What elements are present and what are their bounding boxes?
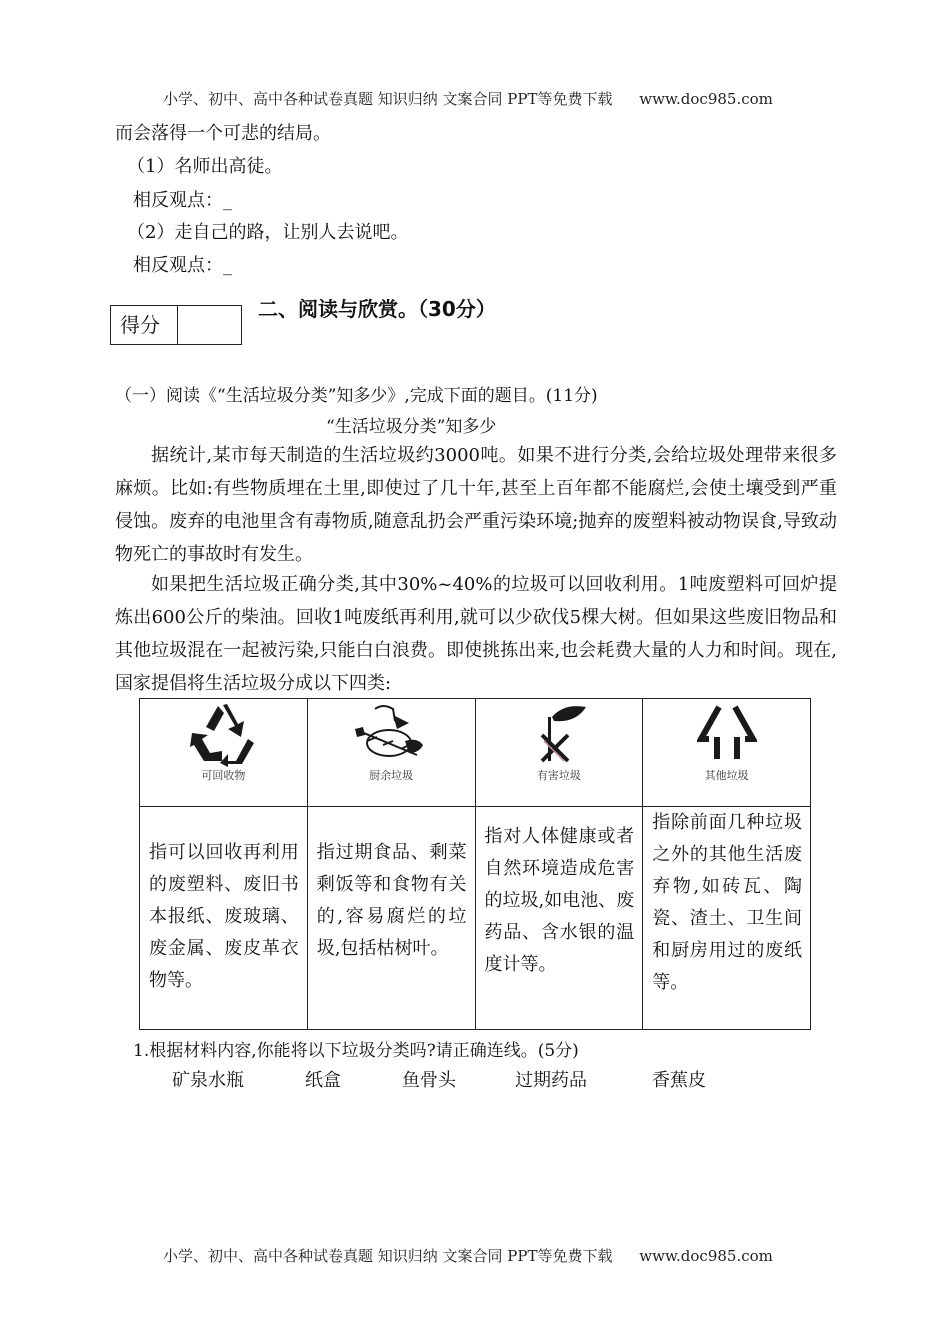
hazardous-icon [524,701,594,767]
question-item-1: （1）名师出高徒。 [127,156,283,177]
category-description-cell [643,807,811,1030]
category-cell [643,699,811,807]
footer-text: 小学、初中、高中各种试卷真题 知识归纳 文案合同 PPT等免费下载 [163,1247,613,1265]
category-description-cell [307,807,475,1030]
reading-intro: （一）阅读《“生活垃圾分类”知多少》,完成下面的题目。(11分) [115,386,598,406]
page-footer [163,1245,773,1266]
article-paragraph-1: 据统计,某市每天制造的生活垃圾约3000吨。如果不进行分类,会给垃圾处理带来很多麻烦。比如:有些物质埋在土里,即使过了几十年,甚至上百年都不能腐烂,会使土壤受到严重侵蚀。废弃的电池里含有毒物质,随意乱扔会严重污染环境;抛弃的废塑料被动物误食,导致动物死亡的事故时有发生。 [115,445,837,565]
icon-row [140,699,811,807]
sort-item[interactable]: 鱼骨头 [402,1070,456,1091]
sort-item[interactable]: 香蕉皮 [652,1070,706,1091]
kitchen-waste-icon [353,701,429,767]
category-caption: 厨余垃圾 [369,769,414,782]
category-description: 指对人体健康或者自然环境造成危害的垃圾,如电池、废药品、含水银的温度计等。 [484,826,635,975]
continuation-line: 而会落得一个可悲的结局。 [115,123,331,144]
sort-item[interactable]: 矿泉水瓶 [172,1070,244,1091]
score-label: 得分 [111,306,178,344]
article-title: “生活垃圾分类”知多少 [326,417,497,437]
score-field[interactable] [178,306,241,344]
question-item-2: （2）走自己的路，让别人去说吧。 [127,222,409,243]
category-description: 指可以回收再利用的废塑料、废旧书本报纸、废玻璃、废金属、废皮革衣物等。 [149,842,299,991]
sort-item[interactable]: 纸盒 [305,1070,341,1091]
header-text: 小学、初中、高中各种试卷真题 知识归纳 文案合同 PPT等免费下载 [163,90,613,108]
category-cell [140,699,308,807]
question-1-prompt: 1.根据材料内容,你能将以下垃圾分类吗?请正确连线。(5分) [133,1041,579,1061]
description-row [140,807,811,1030]
category-caption: 有害垃圾 [536,769,581,782]
category-description: 指过期食品、剩菜剩饭等和食物有关的,容易腐烂的垃圾,包括枯树叶。 [316,842,467,959]
footer-url[interactable]: www.doc985.com [639,1247,773,1265]
section-title: 二、阅读与欣赏。（30分） [258,297,496,321]
answer-line-1: 相反观点：_ [133,190,232,211]
sort-item[interactable]: 过期药品 [515,1070,587,1091]
category-cell [307,699,475,807]
page-header [163,88,773,109]
answer-line-2: 相反观点：_ [133,255,232,276]
category-description: 指除前面几种垃圾之外的其他生活废弃物,如砖瓦、陶瓷、渣土、卫生间和厨房用过的废纸等。 [652,812,802,993]
category-table [139,698,811,1030]
recycle-icon [188,701,258,767]
category-description-cell [475,807,643,1030]
category-description-cell [140,807,308,1030]
score-box [110,305,242,345]
header-url[interactable]: www.doc985.com [639,90,773,108]
other-waste-icon [697,701,757,767]
category-caption: 其他垃圾 [704,769,749,782]
category-caption: 可回收物 [201,769,246,782]
category-cell [475,699,643,807]
article-paragraph-2: 如果把生活垃圾正确分类,其中30%~40%的垃圾可以回收利用。1吨废塑料可回炉提炼出600公斤的柴油。回收1吨废纸再利用,就可以少砍伐5棵大树。但如果这些废旧物品和其他垃圾混在一起被污染,只能白白浪费。即使挑拣出来,也会耗费大量的人力和时间。现在,国家提倡将生活垃圾分成以下四类: [115,574,837,694]
